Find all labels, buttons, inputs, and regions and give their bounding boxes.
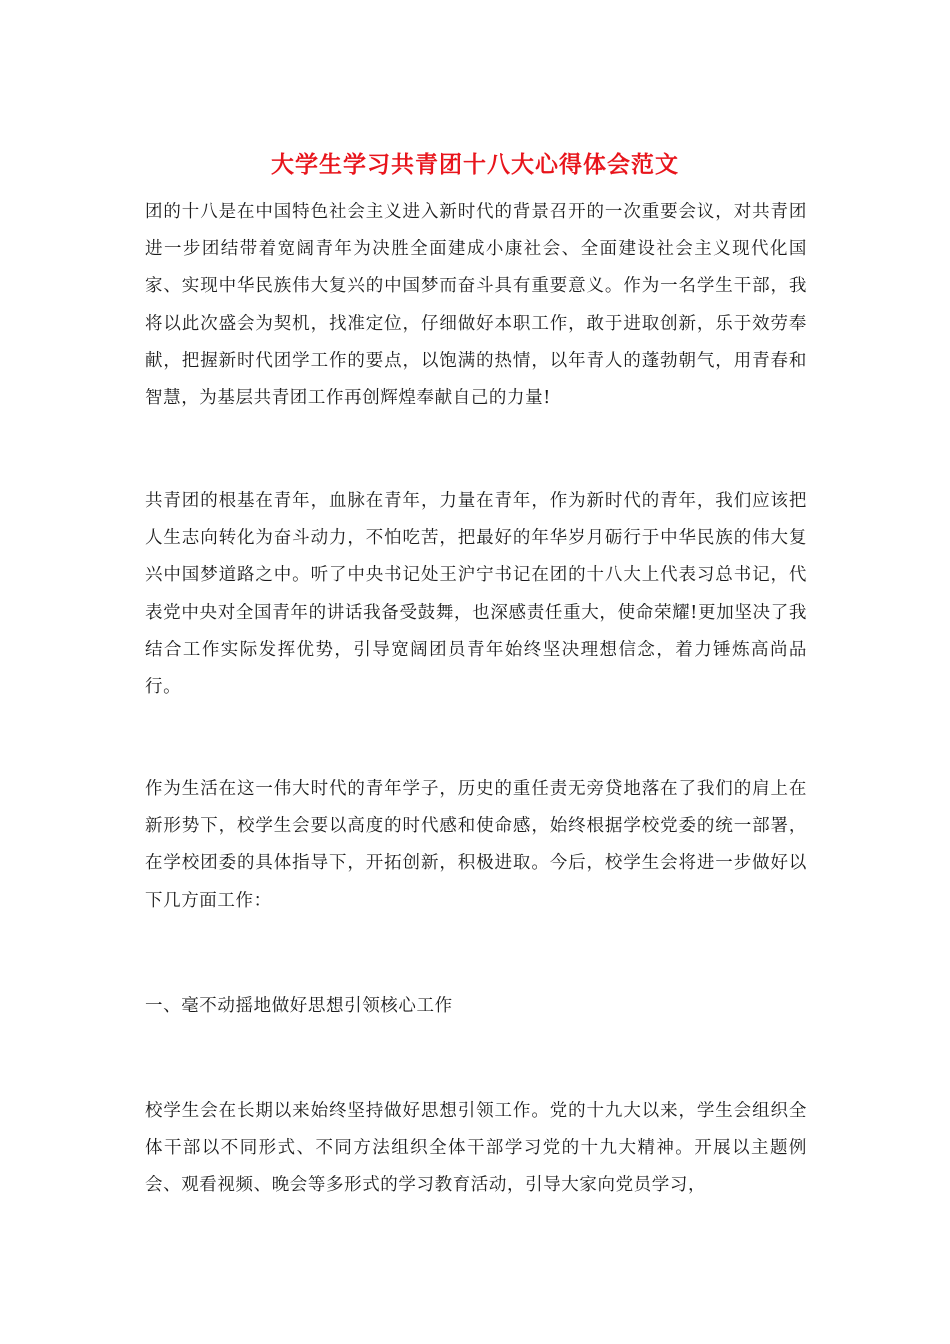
document-title: 大学生学习共青团十八大心得体会范文 [271,151,679,178]
section-heading-1: 一、毫不动摇地做好思想引领核心工作 [145,996,453,1016]
paragraph-2: 共青团的根基在青年，血脉在青年，力量在青年，作为新时代的青年，我们应该把人生志向转化为奋斗动力，不怕吃苦，把最好的年华岁月砺行于中华民族的伟大复兴中国梦道路之中。听了中央书记处王沪宁书记在团的十八大上代表习总书记，代表党中央对全国青年的讲话我备受鼓舞，也深感责任重大，使命荣耀!更加坚决了我结合工作实际发挥优势，引导宽阔团员青年始终坚决理想信念，着力锤炼高尚品行。 [145,491,807,698]
paragraph-4: 校学生会在长期以来始终坚持做好思想引领工作。党的十九大以来，学生会组织全体干部以不同形式、不同方法组织全体干部学习党的十九大精神。开展以主题例会、观看视频、晚会等多形式的学习教育活动，引导大家向党员学习， [145,1101,807,1196]
paragraph-3: 作为生活在这一伟大时代的青年学子，历史的重任责无旁贷地落在了我们的肩上在新形势下，校学生会要以高度的时代感和使命感，始终根据学校党委的统一部署，在学校团委的具体指导下，开拓创新，积极进取。今后，校学生会将进一步做好以下几方面工作： [145,779,807,911]
paragraph-1: 团的十八是在中国特色社会主义进入新时代的背景召开的一次重要会议，对共青团进一步团结带着宽阔青年为决胜全面建成小康社会、全面建设社会主义现代化国家、实现中华民族伟大复兴的中国梦而奋斗具有重要意义。作为一名学生干部，我将以此次盛会为契机，找准定位，仔细做好本职工作，敢于进取创新，乐于效劳奉献，把握新时代团学工作的要点，以饱满的热情，以年青人的蓬勃朝气，用青春和智慧，为基层共青团工作再创辉煌奉献自己的力量! [145,202,807,409]
